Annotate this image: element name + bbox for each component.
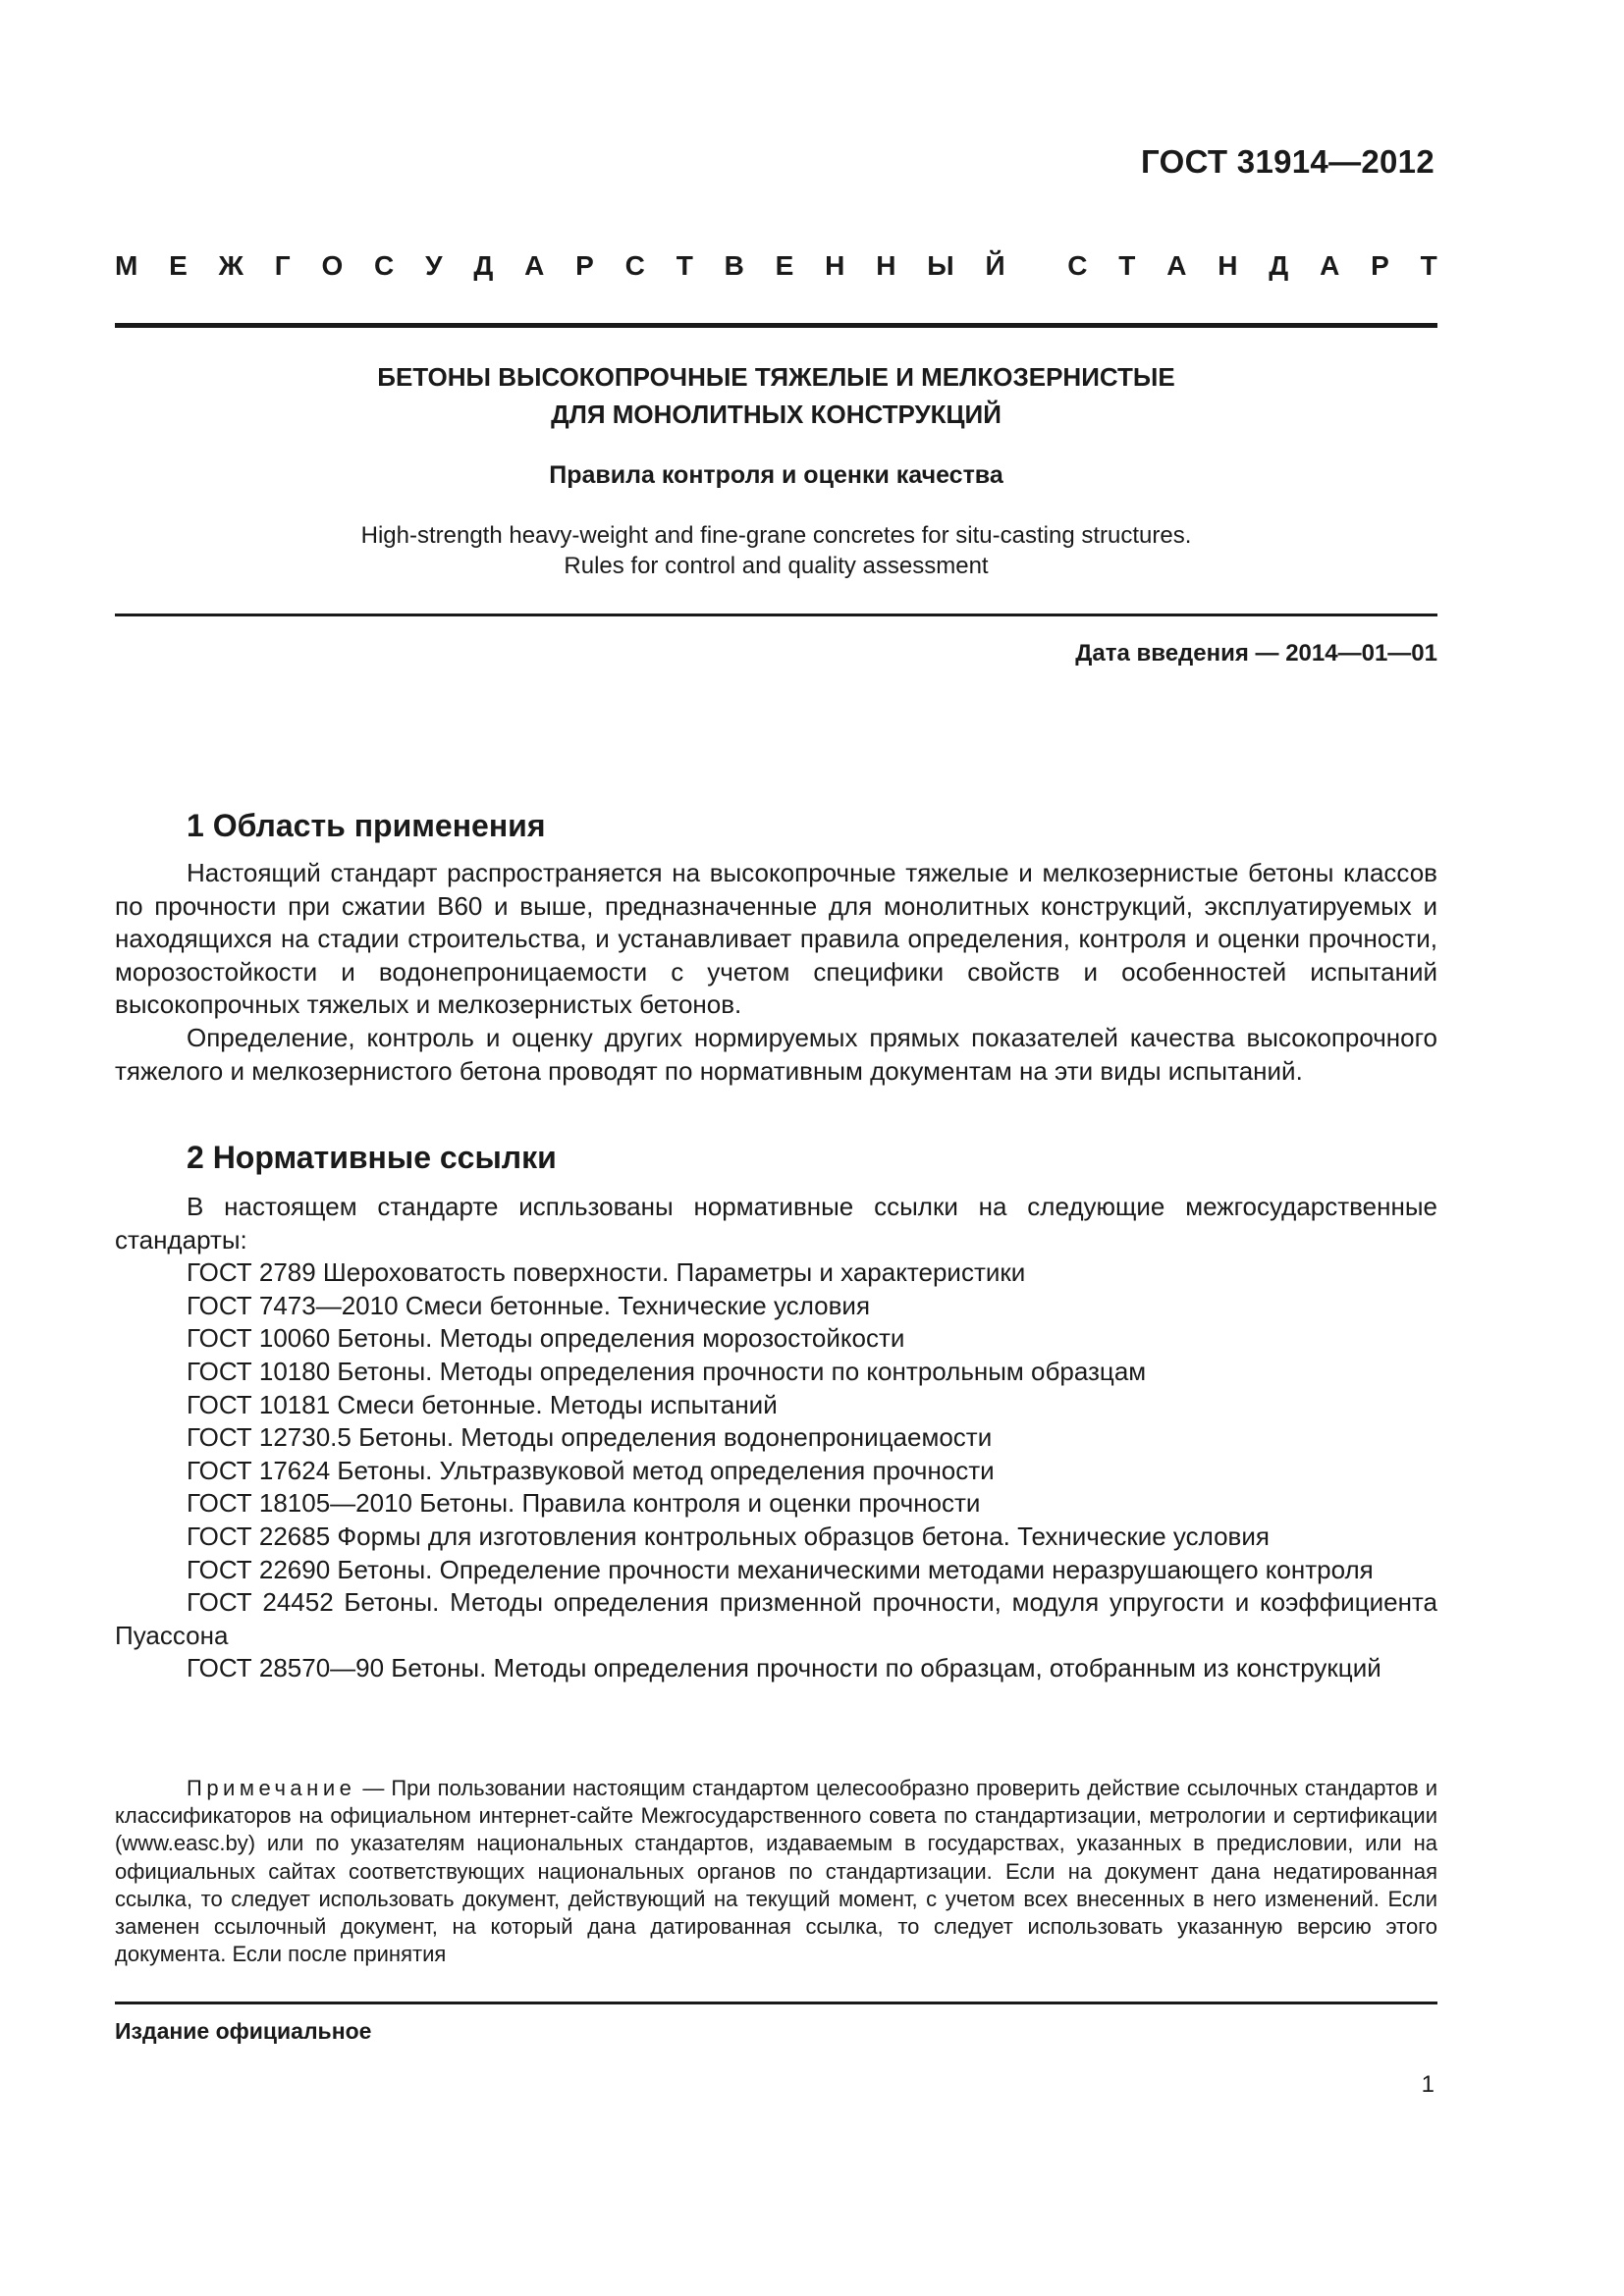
standard-kind-letter: С xyxy=(1067,250,1088,281)
page-number: 1 xyxy=(1421,2071,1435,2098)
reference-item: ГОСТ 28570—90 Бетоны. Методы определения прочности по образцам, отобранным из конструкций xyxy=(187,1653,1381,1683)
paragraph: Настоящий стандарт распространяется на высокопрочные тяжелые и мелкозернистые бетоны классов по прочности при сжатии В60 и выше, предназначенные для монолитных конструкций, эксплуатируемых и находящихся на стадии строительства, и устанавливает правила определения, контроля и оценки прочности, морозостойкости и водонепроницаемости с учетом специфики свойств и особенностей испытаний высокопрочных тяжелых и мелкозернистых бетонов. xyxy=(115,858,1437,1020)
section-references-body xyxy=(115,1191,1437,1685)
standard-kind-letter: Р xyxy=(1371,250,1389,281)
reference-item: ГОСТ 10181 Смеси бетонные. Методы испытаний xyxy=(187,1389,778,1419)
header-divider xyxy=(115,323,1437,328)
reference-item: ГОСТ 7473—2010 Смеси бетонные. Технические условия xyxy=(187,1290,871,1320)
reference-item: ГОСТ 22685 Формы для изготовления контрольных образцов бетона. Технические условия xyxy=(187,1521,1270,1551)
note-label: Примечание xyxy=(187,1776,356,1800)
standard-kind-letter: А xyxy=(524,250,545,281)
standard-kind-letter: Д xyxy=(1269,250,1289,281)
document-subtitle: Правила контроля и оценки качества xyxy=(549,461,1003,489)
standard-kind-letter: У xyxy=(425,250,443,281)
standard-kind-letter: Т xyxy=(676,250,693,281)
standard-kind-letter: О xyxy=(321,250,344,281)
document-title xyxy=(115,358,1437,433)
title-line: ДЛЯ МОНОЛИТНЫХ КОНСТРУКЦИЙ xyxy=(551,400,1001,429)
section-heading-scope: 1 Область применения xyxy=(187,808,546,843)
standard-kind-letter: В xyxy=(724,250,744,281)
paragraph: Определение, контроль и оценку других нормируемых прямых показателей качества высокопрочного тяжелого и мелкозернистого бетона проводят по нормативным документам на эти виды испытаний. xyxy=(115,1022,1437,1086)
standard-kind-letter: Д xyxy=(473,250,494,281)
standard-kind-letter: Ж xyxy=(218,250,244,281)
reference-item: ГОСТ 22690 Бетоны. Определение прочности механическими методами неразрушающего контроля xyxy=(187,1554,1374,1584)
introduction-date: Дата введения — 2014—01—01 xyxy=(1075,640,1437,667)
standard-kind xyxy=(115,250,1437,282)
section-heading-references: 2 Нормативные ссылки xyxy=(187,1140,557,1175)
english-title-line: High-strength heavy-weight and fine-grane concretes for situ-casting structures. xyxy=(360,522,1192,549)
title-divider xyxy=(115,614,1437,616)
standard-kind-letter: С xyxy=(374,250,395,281)
standard-kind-letter: Р xyxy=(575,250,594,281)
standard-kind-letter: Н xyxy=(825,250,845,281)
reference-item: ГОСТ 24452 Бетоны. Методы определения призменной прочности, модуля упругости и коэффициента Пуассона xyxy=(115,1587,1437,1650)
reference-item: ГОСТ 10180 Бетоны. Методы определения прочности по контрольным образцам xyxy=(187,1356,1147,1386)
standard-kind-letter: А xyxy=(1320,250,1340,281)
standard-kind-letter: Т xyxy=(1118,250,1136,281)
paragraph: В настоящем стандарте испльзованы нормативные ссылки на следующие межгосударственные стандарты: xyxy=(115,1192,1437,1255)
standard-kind-letter: Ы xyxy=(927,250,954,281)
standard-kind-letter: С xyxy=(624,250,645,281)
standard-kind-letter: А xyxy=(1166,250,1187,281)
standard-kind-letter: Н xyxy=(1218,250,1238,281)
reference-item: ГОСТ 18105—2010 Бетоны. Правила контроля и оценки прочности xyxy=(187,1488,981,1519)
document-number: ГОСТ 31914—2012 xyxy=(1141,143,1435,180)
standard-kind-letter: М xyxy=(115,250,138,281)
standard-kind-letter: Й xyxy=(985,250,1005,281)
edition-label: Издание официальное xyxy=(115,2018,372,2044)
title-line: БЕТОНЫ ВЫСОКОПРОЧНЫЕ ТЯЖЕЛЫЕ И МЕЛКОЗЕРНИСТЫЕ xyxy=(377,362,1175,392)
standard-kind-letter: Т xyxy=(1420,250,1437,281)
reference-item: ГОСТ 10060 Бетоны. Методы определения морозостойкости xyxy=(187,1323,905,1354)
standard-kind-letter: Г xyxy=(274,250,291,281)
references-note xyxy=(115,1775,1437,1968)
english-title-line: Rules for control and quality assessment xyxy=(564,553,989,579)
standard-kind-letter: Е xyxy=(775,250,794,281)
reference-item: ГОСТ 17624 Бетоны. Ультразвуковой метод определения прочности xyxy=(187,1455,995,1485)
section-scope-body xyxy=(115,857,1437,1088)
standard-kind-letter: Н xyxy=(876,250,896,281)
footer-divider xyxy=(115,2002,1437,2004)
english-title xyxy=(115,520,1437,581)
standard-kind-letter: Е xyxy=(169,250,188,281)
note-text: — При пользовании настоящим стандартом целесообразно проверить действие ссылочных стандартов и классификаторов на официальном интернет-сайте Межгосударственного совета по стандартизации, метрологии и сертификации (www.easc.by) или по указателям национальных стандартов, издаваемым в государствах, указанных в предисловии, или на официальных сайтах соответствующих национальных органов по стандартизации. Если на документ дана недатированная ссылка, то следует использовать документ, действующий на текущий момент, с учетом всех внесенных в него изменений. Если заменен ссылочный документ, на который дана датированная ссылка, то следует использовать указанную версию этого документа. Если после принятия xyxy=(115,1776,1437,1967)
reference-item: ГОСТ 12730.5 Бетоны. Методы определения водонепроницаемости xyxy=(187,1422,993,1453)
reference-item: ГОСТ 2789 Шероховатость поверхности. Параметры и характеристики xyxy=(187,1257,1026,1288)
